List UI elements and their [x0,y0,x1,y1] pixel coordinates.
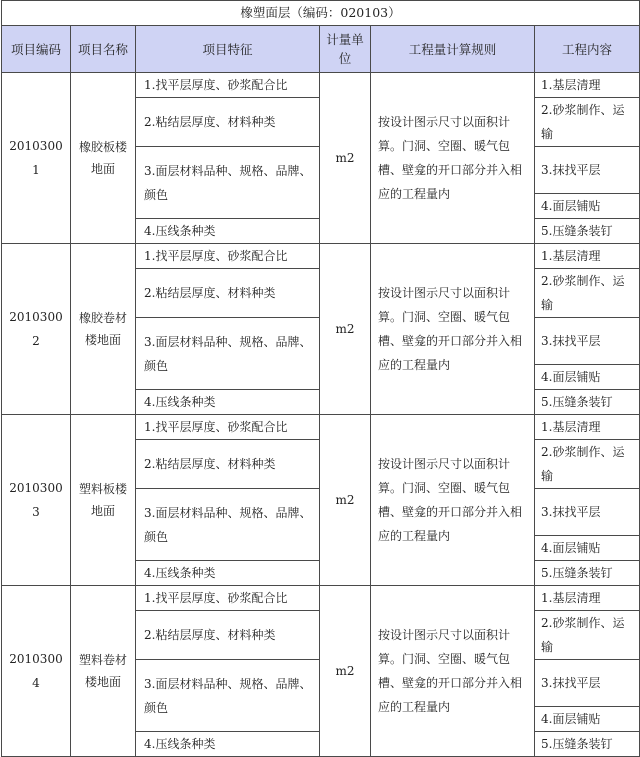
work-cell: 3.抹找平层 [535,318,640,365]
work-cell: 5.压缝条装钉 [535,561,640,586]
header-work: 工程内容 [535,26,640,73]
work-cell: 3.抹找平层 [535,489,640,536]
unit-cell: m2 [320,244,371,415]
feature-cell: 3.面层材料品种、规格、品牌、颜色 [136,318,320,390]
feature-cell: 3.面层材料品种、规格、品牌、颜色 [136,660,320,732]
item-group [2,73,640,244]
feature-cell: 1.找平层厚度、砂浆配合比 [136,244,320,269]
work-cell: 1.基层清理 [535,244,640,269]
item-group [2,415,640,586]
work-cell: 5.压缝条装钉 [535,390,640,415]
work-cell: 2.砂浆制作、运输 [535,611,640,660]
rule-cell: 按设计图示尺寸以面积计算。门洞、空圈、暖气包槽、壁龛的开口部分并入相应的工程量内 [371,73,535,244]
rule-cell: 按设计图示尺寸以面积计算。门洞、空圈、暖气包槽、壁龛的开口部分并入相应的工程量内 [371,415,535,586]
item-code: 20103003 [2,415,71,586]
unit-cell: m2 [320,73,371,244]
header-features: 项目特征 [136,26,320,73]
work-cell: 3.抹找平层 [535,660,640,707]
item-name: 橡胶卷材楼地面 [71,244,136,415]
feature-cell: 4.压线条种类 [136,390,320,415]
work-cell: 5.压缝条装钉 [535,219,640,244]
work-cell: 1.基层清理 [535,586,640,611]
feature-cell: 2.粘结层厚度、材料种类 [136,611,320,660]
item-group [2,586,640,757]
work-cell: 1.基层清理 [535,415,640,440]
feature-cell: 4.压线条种类 [136,219,320,244]
work-cell: 2.砂浆制作、运输 [535,440,640,489]
unit-cell: m2 [320,415,371,586]
rule-cell: 按设计图示尺寸以面积计算。门洞、空圈、暖气包槽、壁龛的开口部分并入相应的工程量内 [371,586,535,757]
feature-cell: 2.粘结层厚度、材料种类 [136,269,320,318]
item-name: 塑料板楼地面 [71,415,136,586]
header-unit: 计量单位 [320,26,371,73]
feature-cell: 4.压线条种类 [136,561,320,586]
item-name: 橡胶板楼地面 [71,73,136,244]
work-cell: 4.面层铺贴 [535,536,640,561]
work-cell: 3.抹找平层 [535,147,640,194]
feature-cell: 2.粘结层厚度、材料种类 [136,440,320,489]
work-cell: 4.面层铺贴 [535,194,640,219]
work-cell: 1.基层清理 [535,73,640,98]
work-cell: 2.砂浆制作、运输 [535,98,640,147]
table-title: 橡塑面层（编码：020103） [2,1,640,26]
feature-cell: 1.找平层厚度、砂浆配合比 [136,415,320,440]
feature-cell: 4.压线条种类 [136,732,320,757]
item-code: 20103004 [2,586,71,757]
header-rule: 工程量计算规则 [371,26,535,73]
work-cell: 2.砂浆制作、运输 [535,269,640,318]
work-cell: 4.面层铺贴 [535,707,640,732]
feature-cell: 1.找平层厚度、砂浆配合比 [136,73,320,98]
unit-cell: m2 [320,586,371,757]
header-name: 项目名称 [71,26,136,73]
rule-cell: 按设计图示尺寸以面积计算。门洞、空圈、暖气包槽、壁龛的开口部分并入相应的工程量内 [371,244,535,415]
item-name: 塑料卷材楼地面 [71,586,136,757]
work-cell: 4.面层铺贴 [535,365,640,390]
rubber-plastic-surface-table [1,0,640,757]
item-group [2,244,640,415]
feature-cell: 3.面层材料品种、规格、品牌、颜色 [136,147,320,219]
feature-cell: 3.面层材料品种、规格、品牌、颜色 [136,489,320,561]
header-code: 项目编码 [2,26,71,73]
feature-cell: 2.粘结层厚度、材料种类 [136,98,320,147]
item-code: 20103002 [2,244,71,415]
work-cell: 5.压缝条装钉 [535,732,640,757]
item-code: 20103001 [2,73,71,244]
feature-cell: 1.找平层厚度、砂浆配合比 [136,586,320,611]
